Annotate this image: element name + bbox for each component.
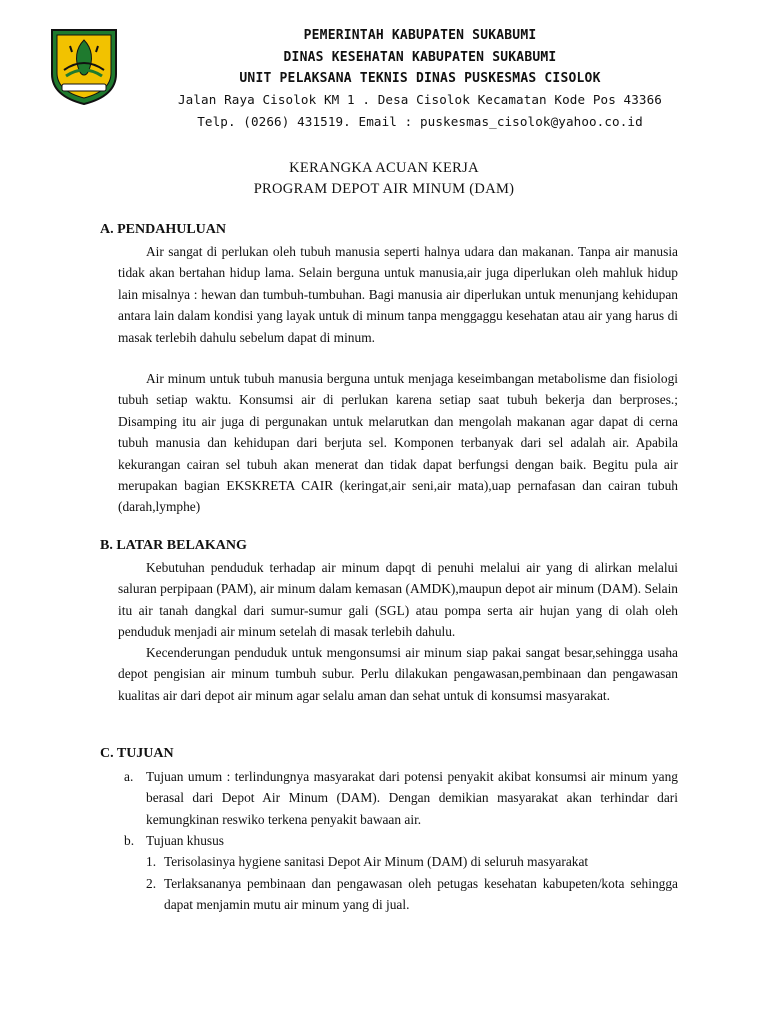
letterhead-unit: UNIT PELAKSANA TEKNIS DINAS PUSKESMAS CISOLOK [239,71,601,86]
document-title: KERANGKA ACUAN KERJA [289,160,479,176]
section-heading-latar-belakang: B. LATAR BELAKANG [100,538,247,553]
letterhead-address: Jalan Raya Cisolok KM 1 . Desa Cisolok Kecamatan Kode Pos 43366 [178,92,662,107]
tujuan-khusus-2: Terlaksananya pembinaan dan pengawasan oleh petugas kesehatan kabupeten/kota sehingga dapat menjamin mutu air minum yang di jual. [164,876,678,913]
tujuan-umum-item: Tujuan umum : terlindungnya masyarakat dari potensi penyakit akibat konsumsi air minum yang berasal dari Depot Air Minum (DAM). Dengan demikian masyarakat akan terhindar dari kemungkinan reswiko terkena penyakit bawaan air. [146,769,678,827]
tujuan-khusus-1: Terisolasinya hygiene sanitasi Depot Air Minum (DAM) di seluruh masyarakat [164,854,589,869]
pendahuluan-paragraph-1: Air sangat di perlukan oleh tubuh manusia seperti halnya udara dan makanan. Tanpa air manusia tidak akan bertahan hidup lama. Selain berguna untuk manusia,air juga diperlukan oleh mahluk hidup lain misalnya : hewan dan tumbuh-tumbuhan. Bagi manusia air diperlukan untuk menunjang kehidupan antara lain dalam kondisi yang layak untuk di minum tanpa menggaggu kesehatan atau air yang harus di masak terlebih dahulu sebelum dapat di minum. [118,244,678,345]
letterhead [0,0,768,140]
letterhead-government: PEMERINTAH KABUPATEN SUKABUMI [303,28,537,43]
sukabumi-regency-emblem-icon [48,26,120,106]
tujuan-khusus-item: Tujuan khusus [146,833,225,848]
document-subtitle: PROGRAM DEPOT AIR MINUM (DAM) [253,181,515,197]
list-marker-1: 1. [146,854,157,869]
latar-belakang-paragraph-1: Kebutuhan penduduk terhadap air minum dapqt di penuhi melalui air yang di alirkan melalui saluran perpipaan (PAM), air minum dalam kemasan (AMDK),maupun depot air minum (DAM). Selain itu air tanah dangkal dari sumur-sumur gali (SGL) atau pompa serta air hujan yang di olah oleh penduduk menjadi air minum setelah di masak terlebih dahulu. [118,560,678,640]
list-marker-2: 2. [146,876,157,891]
letterhead-department: DINAS KESEHATAN KABUPATEN SUKABUMI [283,50,557,65]
letterhead-contact: Telp. (0266) 431519. Email : puskesmas_cisolok@yahoo.co.id [197,114,643,129]
section-heading-pendahuluan: A. PENDAHULUAN [100,222,226,237]
latar-belakang-paragraph-2: Kecenderungan penduduk untuk mengonsumsi air minum siap pakai sangat besar,sehingga usaha depot pengisian air minum tumbuh subur. Perlu dilakukan pengawasan,pembinaan dan pengawasan kualitas air dari depot air minum agar selalu aman dan sehat untuk di konsumsi masyarakat. [118,645,678,703]
list-marker-a: a. [124,769,134,784]
list-marker-b: b. [124,833,135,848]
pendahuluan-paragraph-2: Air minum untuk tubuh manusia berguna untuk menjaga keseimbangan metabolisme dan fisiologi tubuh setiap waktu. Konsumsi air di perlukan karena setiap saat tubuh bekerja dan berproses.; Disamping itu air juga di pergunakan untuk melarutkan dan mengolah makanan agar dapat di cerna tubuh manusia dan kehidupan dari berjuta sel. Komponen terbanyak dari sel adalah air. Apabila kekurangan cairan sel tubuh akan menerat dan tidak dapat berfungsi dengan baik. Begitu pula air merupakan bagian EKSKRETA CAIR (keringat,air seni,air mata),uap pernafasan dan cairan tubuh (darah,lymphe) [118,371,678,515]
section-heading-tujuan: C. TUJUAN [100,746,174,761]
